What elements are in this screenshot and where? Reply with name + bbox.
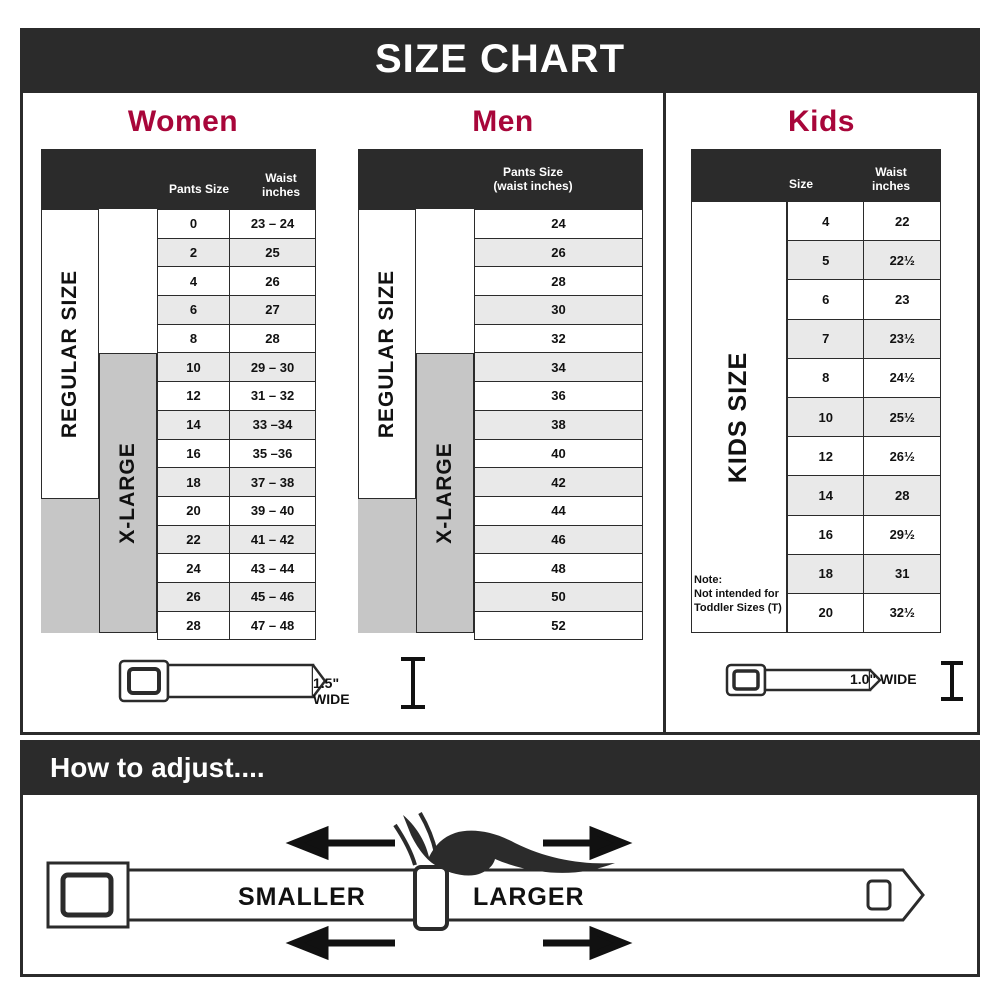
- table-row: [788, 241, 941, 280]
- men-band-xlarge-label: X-LARGE: [433, 442, 456, 544]
- women-column: [23, 93, 350, 732]
- kids-band: [691, 201, 787, 633]
- table-row: [475, 324, 643, 353]
- table-cell-size: 26: [475, 238, 643, 267]
- women-header-col1: Pants Size: [168, 182, 230, 196]
- table-cell-size: 10: [158, 353, 230, 382]
- table-cell-size: 24: [475, 210, 643, 239]
- table-row: [788, 476, 941, 515]
- table-row: [158, 324, 316, 353]
- kids-heading: Kids: [787, 105, 855, 138]
- table-cell-size: 26: [158, 582, 230, 611]
- width-dimension-icon-kids: [938, 659, 966, 703]
- table-cell-size: 30: [475, 296, 643, 325]
- page-title-bar: [20, 28, 980, 90]
- women-band-regular-label: REGULAR SIZE: [58, 269, 81, 439]
- table-cell-size: 12: [158, 382, 230, 411]
- table-cell-size: 14: [788, 476, 864, 515]
- larger-label: LARGER: [473, 883, 585, 911]
- table-cell-waist: 31 – 32: [230, 382, 316, 411]
- table-cell-size: 50: [475, 582, 643, 611]
- belt-graphic-wide: [113, 653, 328, 713]
- men-heading: Men: [472, 105, 534, 138]
- table-row: [475, 468, 643, 497]
- table-cell-size: 20: [158, 496, 230, 525]
- table-row: [788, 593, 941, 632]
- table-row: [158, 496, 316, 525]
- table-cell-size: 5: [788, 241, 864, 280]
- table-cell-size: 38: [475, 410, 643, 439]
- table-row: [788, 358, 941, 397]
- women-size-table: [157, 209, 316, 640]
- men-band-regular-label: REGULAR SIZE: [375, 269, 398, 439]
- table-cell-size: 18: [158, 468, 230, 497]
- table-cell-size: 12: [788, 437, 864, 476]
- women-band-regular: [41, 209, 99, 499]
- table-row: [158, 468, 316, 497]
- table-row: [158, 267, 316, 296]
- table-row: [475, 582, 643, 611]
- table-row: [158, 238, 316, 267]
- men-column: [343, 93, 663, 732]
- table-row: [788, 515, 941, 554]
- table-cell-size: 8: [788, 358, 864, 397]
- table-row: [158, 439, 316, 468]
- table-cell-size: 7: [788, 319, 864, 358]
- table-cell-waist: 41 – 42: [230, 525, 316, 554]
- kids-belt-width-label: 1.0" WIDE: [850, 671, 917, 687]
- kids-table-header: [691, 149, 941, 201]
- table-cell-size: 4: [158, 267, 230, 296]
- table-cell-waist: 32½: [864, 593, 941, 632]
- table-row: [158, 611, 316, 640]
- table-cell-waist: 45 – 46: [230, 582, 316, 611]
- table-cell-size: 52: [475, 611, 643, 640]
- table-cell-waist: 43 – 44: [230, 554, 316, 583]
- table-row: [788, 202, 941, 241]
- table-row: [158, 296, 316, 325]
- table-cell-waist: 25: [230, 238, 316, 267]
- men-band-regular: [358, 209, 416, 499]
- table-row: [475, 267, 643, 296]
- how-to-adjust-heading: How to adjust....: [50, 751, 265, 783]
- table-row: [475, 353, 643, 382]
- table-cell-size: 46: [475, 525, 643, 554]
- table-row: [158, 210, 316, 239]
- table-row: [475, 496, 643, 525]
- size-tables-panel: [20, 90, 980, 735]
- table-cell-size: 28: [158, 611, 230, 640]
- table-cell-size: 6: [158, 296, 230, 325]
- table-cell-waist: 23: [864, 280, 941, 319]
- table-cell-waist: 28: [230, 324, 316, 353]
- table-cell-size: 44: [475, 496, 643, 525]
- table-cell-waist: 26½: [864, 437, 941, 476]
- table-cell-size: 40: [475, 439, 643, 468]
- table-cell-size: 2: [158, 238, 230, 267]
- page-title: SIZE CHART: [375, 36, 625, 81]
- table-cell-size: 16: [158, 439, 230, 468]
- table-cell-size: 6: [788, 280, 864, 319]
- table-cell-size: 18: [788, 554, 864, 593]
- table-cell-waist: 29 – 30: [230, 353, 316, 382]
- smaller-label: SMALLER: [238, 883, 366, 911]
- men-table-header: [358, 149, 643, 209]
- kids-header-col1: Size: [788, 177, 813, 191]
- table-row: [788, 280, 941, 319]
- table-cell-waist: 29½: [864, 515, 941, 554]
- table-row: [158, 525, 316, 554]
- table-row: [788, 437, 941, 476]
- table-cell-size: 20: [788, 593, 864, 632]
- table-cell-size: 28: [475, 267, 643, 296]
- table-row: [475, 296, 643, 325]
- kids-header-col2: Waist inches: [871, 165, 910, 193]
- table-row: [475, 210, 643, 239]
- table-cell-size: 48: [475, 554, 643, 583]
- table-cell-size: 42: [475, 468, 643, 497]
- table-row: [475, 525, 643, 554]
- men-band-xlarge: [416, 353, 474, 633]
- table-row: [158, 582, 316, 611]
- table-cell-size: 4: [788, 202, 864, 241]
- table-row: [788, 319, 941, 358]
- table-cell-waist: 23 – 24: [230, 210, 316, 239]
- men-size-table: [474, 209, 643, 640]
- table-cell-waist: 26: [230, 267, 316, 296]
- table-cell-size: 32: [475, 324, 643, 353]
- table-cell-waist: 47 – 48: [230, 611, 316, 640]
- table-cell-waist: 22: [864, 202, 941, 241]
- table-cell-waist: 39 – 40: [230, 496, 316, 525]
- table-cell-size: 0: [158, 210, 230, 239]
- table-cell-waist: 24½: [864, 358, 941, 397]
- kids-column: [663, 93, 977, 732]
- table-cell-size: 22: [158, 525, 230, 554]
- women-table-header: [41, 149, 316, 209]
- women-belt-width-label: 1.5" WIDE: [313, 675, 350, 707]
- table-row: [158, 382, 316, 411]
- table-row: [158, 353, 316, 382]
- men-header-col2: (waist inches): [493, 179, 573, 193]
- table-row: [475, 554, 643, 583]
- table-row: [475, 410, 643, 439]
- table-cell-waist: 37 – 38: [230, 468, 316, 497]
- women-heading: Women: [127, 105, 239, 138]
- men-header-col1: Pants Size: [502, 165, 564, 179]
- table-row: [788, 554, 941, 593]
- kids-size-table: [787, 201, 941, 633]
- table-cell-size: 10: [788, 397, 864, 436]
- table-cell-waist: 22½: [864, 241, 941, 280]
- table-row: [158, 410, 316, 439]
- women-band-xlarge-label: X-LARGE: [116, 442, 139, 544]
- men-header-label: [453, 165, 613, 193]
- table-row: [788, 397, 941, 436]
- table-row: [475, 238, 643, 267]
- women-band-xlarge: [99, 353, 157, 633]
- table-cell-size: 36: [475, 382, 643, 411]
- how-to-adjust-panel: [20, 795, 980, 977]
- kids-note: Note: Not intended for Toddler Sizes (T): [694, 574, 782, 614]
- table-cell-size: 16: [788, 515, 864, 554]
- table-row: [475, 439, 643, 468]
- table-cell-size: 14: [158, 410, 230, 439]
- how-to-adjust-bar: [20, 740, 980, 795]
- kids-band-label: KIDS SIZE: [724, 351, 753, 483]
- table-cell-waist: 35 –36: [230, 439, 316, 468]
- table-cell-waist: 23½: [864, 319, 941, 358]
- women-header-col2: Waist inches: [261, 171, 300, 199]
- table-cell-waist: 27: [230, 296, 316, 325]
- table-row: [158, 554, 316, 583]
- table-cell-waist: 25½: [864, 397, 941, 436]
- table-cell-size: 34: [475, 353, 643, 382]
- table-cell-waist: 28: [864, 476, 941, 515]
- table-row: [475, 611, 643, 640]
- table-row: [475, 382, 643, 411]
- table-cell-waist: 31: [864, 554, 941, 593]
- women-belt-illustration: [113, 653, 328, 713]
- table-cell-waist: 33 –34: [230, 410, 316, 439]
- table-cell-size: 24: [158, 554, 230, 583]
- table-cell-size: 8: [158, 324, 230, 353]
